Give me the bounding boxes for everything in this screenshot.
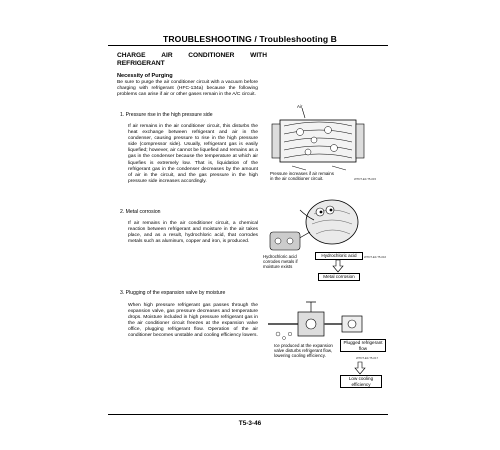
header-rule <box>108 45 388 46</box>
fig2-acid-box: Hydrochloric acid <box>315 252 363 260</box>
fig3-arrow <box>355 362 365 374</box>
fig1-caption: Pressure increases if air remains in the air conditioner circuit. <box>270 171 334 182</box>
section-word: WITH <box>250 52 267 59</box>
footer-rule <box>108 414 388 415</box>
subsection-heading: Necessity of Purging <box>117 73 173 79</box>
fig2-code: WTDT-E0-T5-016 <box>364 255 387 259</box>
item-2-body: If air remains in the air conditioner circuit, a chemical reaction between refrigerant and moisture in the air takes place, and as a result, hydrochloric acid, that corrodes metals such as aluminum, copper and iron, is produced. <box>128 221 258 245</box>
item-2-title: 2. Metal corrosion <box>120 209 161 215</box>
page-number: T5-3-46 <box>238 420 262 427</box>
fig3-valve-illustration <box>268 298 378 342</box>
fig3-code: WTDT-E0-T5-017 <box>356 356 379 360</box>
item-3-body: When high pressure refrigerant gas passes through the expansion valve, gas pressure decreases and temperature drops. Moisture included in high pressure refrigerant gas in the air conditioner circuit freezes at the expansion valve office, plugging refrigerant flow. Operation of the air conditioner becomes unstable and cooling efficiency lowers. <box>128 303 258 339</box>
fig3-plug-box: Plugged refrigerant flow <box>340 339 386 352</box>
fig2-corrosion-box: Metal corrosion <box>318 273 360 281</box>
fig1-air-label: Air <box>297 104 303 109</box>
item-1-body: If air remains in the air conditioner circuit, this disturbs the heat exchange between refrigerant and air in the condenser, causing pressure to rise in the high pressure side (compressor side). Usually, refrigerant gas is easily liquefied; however, air cannot be liquefied and remains as a gas in the condenser because the temperature at which air liquefies is extremely low. That is, liquidation of the refrigerant gas in the condenser decreases by the amount of air in the circuit, and the gas pressure in the high pressure side increases accordingly. <box>128 124 258 184</box>
section-word: CONDITIONER <box>188 52 235 59</box>
section-word: AIR <box>161 52 173 59</box>
page-title: TROUBLESHOOTING / Troubleshooting B <box>163 34 337 44</box>
item-1-title: 1. Pressure rise in the high pressure side <box>120 112 213 118</box>
fig1-code: WTDT-E0-T5-015 <box>354 177 377 181</box>
section-word: CHARGE <box>117 52 146 59</box>
section-word: REFRIGERANT <box>117 60 165 67</box>
fig2-corrosion-illustration <box>266 196 366 252</box>
item-3-title: 3. Plugging of the expansion valve by moisture <box>120 290 226 296</box>
section-heading <box>117 52 267 68</box>
fig1-condenser-illustration <box>272 108 372 170</box>
fig2-caption: Hydrochloric acid corrodes metals if moisture exists <box>263 254 298 270</box>
fig3-caption: Ice produced at the expansion valve disturbs refrigerant flow, lowering cooling efficiency. <box>274 343 333 359</box>
fig2-arrow <box>333 260 343 272</box>
intro-paragraph: Be sure to purge the air conditioner circuit with a vacuum before charging with refrigerant (HFC-134a) because the following problems can arise if air or other gases remain in the A/C circuit. <box>117 80 258 98</box>
fig3-low-box: Low cooling efficiency <box>340 375 382 388</box>
